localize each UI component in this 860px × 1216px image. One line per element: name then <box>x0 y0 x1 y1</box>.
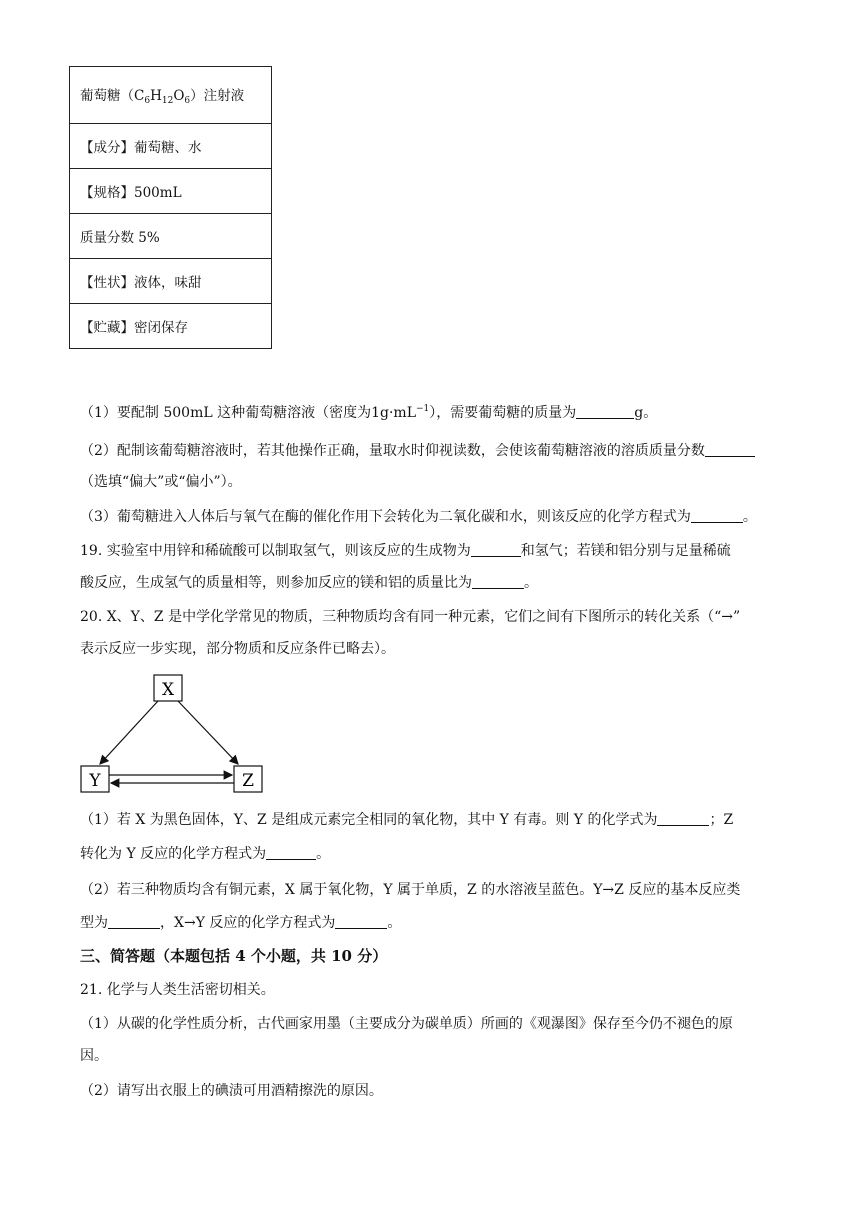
q20-line2: 表示反应一步实现，部分物质和反应条件已略去）。 <box>80 641 395 657</box>
xyz-conversion-diagram <box>78 672 268 796</box>
node-x-label: X <box>161 680 175 700</box>
q21-stem: 21. 化学与人类生活密切相关。 <box>80 982 275 998</box>
arrow-x-to-z <box>178 701 238 764</box>
q20-part1-line2: 转化为 Y 反应的化学方程式为 。 <box>80 846 331 862</box>
label-row-title <box>70 67 272 124</box>
answer-blank[interactable] <box>691 508 743 523</box>
q18-part2-line1: （2）配制该葡萄糖溶液时，若其他操作正确，量取水时仰视读数，会使该葡萄糖溶液的溶质质量分数 <box>80 441 755 461</box>
q19-line2: 酸反应，生成氢气的质量相等，则参加反应的镁和铝的质量比为 。 <box>80 575 538 591</box>
q20-part2-line2: 型为 ，X→Y 反应的化学方程式为 。 <box>80 915 402 931</box>
glucose-label-table <box>69 66 272 349</box>
q21-part1-line2: 因。 <box>80 1048 108 1064</box>
arrow-x-to-y <box>100 701 158 764</box>
q20-part1-line1: （1）若 X 为黑色固体，Y、Z 是组成元素完全相同的氧化物，其中 Y 有毒。则 Y 的化学式为 ；Z <box>80 812 734 828</box>
node-z-label: Z <box>242 771 254 791</box>
section3-heading: 三、简答题（本题包括 4 个小题，共 10 分） <box>80 947 388 965</box>
q20-part2-line1: （2）若三种物质均含有铜元素，X 属于氧化物，Y 属于单质，Z 的水溶液呈蓝色。Y→Z 反应的基本反应类 <box>80 882 741 898</box>
answer-blank[interactable] <box>576 404 634 419</box>
answer-blank[interactable] <box>108 914 160 929</box>
density-exponent: −1 <box>416 404 430 414</box>
formula-c-sub: 6 <box>144 96 151 106</box>
q18-part2-line2: （选填“偏大”或“偏小”）。 <box>80 474 242 490</box>
answer-blank[interactable] <box>471 542 521 557</box>
formula-o-sub: 6 <box>184 96 191 106</box>
q18-part1: （1）要配制 500mL 这种葡萄糖溶液（密度为$1g\cdot mL^{-1}$），需要葡萄糖的质量为 g。 <box>80 404 658 421</box>
label-row-property: 【性状】液体，味甜 <box>70 259 272 304</box>
answer-blank[interactable] <box>266 845 316 860</box>
label-row-storage: 【贮藏】密闭保存 <box>70 304 272 349</box>
label-title-prefix: 葡萄糖（ <box>80 88 134 104</box>
formula-o: O <box>173 88 185 104</box>
q21-part1-line1: （1）从碳的化学性质分析，古代画家用墨（主要成分为碳单质）所画的《观瀑图》保存至今仍不褪色的原 <box>80 1016 733 1032</box>
q20-line1: 20. X、Y、Z 是中学化学常见的物质，三种物质均含有同一种元素，它们之间有下图所示的转化关系（“→” <box>80 609 741 625</box>
answer-blank[interactable] <box>472 574 524 589</box>
label-title-suffix: ）注射液 <box>190 88 245 104</box>
answer-blank[interactable] <box>705 442 755 457</box>
q21-part2: （2）请写出衣服上的碘渍可用酒精擦洗的原因。 <box>80 1083 383 1099</box>
label-row-composition: 【成分】葡萄糖、水 <box>70 124 272 169</box>
formula-h-sub: 12 <box>161 96 174 106</box>
node-y-label: Y <box>89 771 101 791</box>
density-value: 1g·mL <box>371 405 417 421</box>
answer-blank[interactable] <box>335 914 387 929</box>
label-row-spec: 【规格】500mL <box>70 169 272 214</box>
formula-h: H <box>150 88 162 104</box>
formula-c: C <box>134 88 145 104</box>
answer-blank[interactable] <box>657 811 709 826</box>
q19-line1: 19. 实验室中用锌和稀硫酸可以制取氢气，则该反应的生成物为 和氢气；若镁和铝分别与足量稀硫 <box>80 543 731 559</box>
q18-part3: （3）葡萄糖进入人体后与氧气在酶的催化作用下会转化为二氧化碳和水，则该反应的化学方程式为 。 <box>80 509 757 525</box>
label-row-mass-fraction: 质量分数 5% <box>70 214 272 259</box>
